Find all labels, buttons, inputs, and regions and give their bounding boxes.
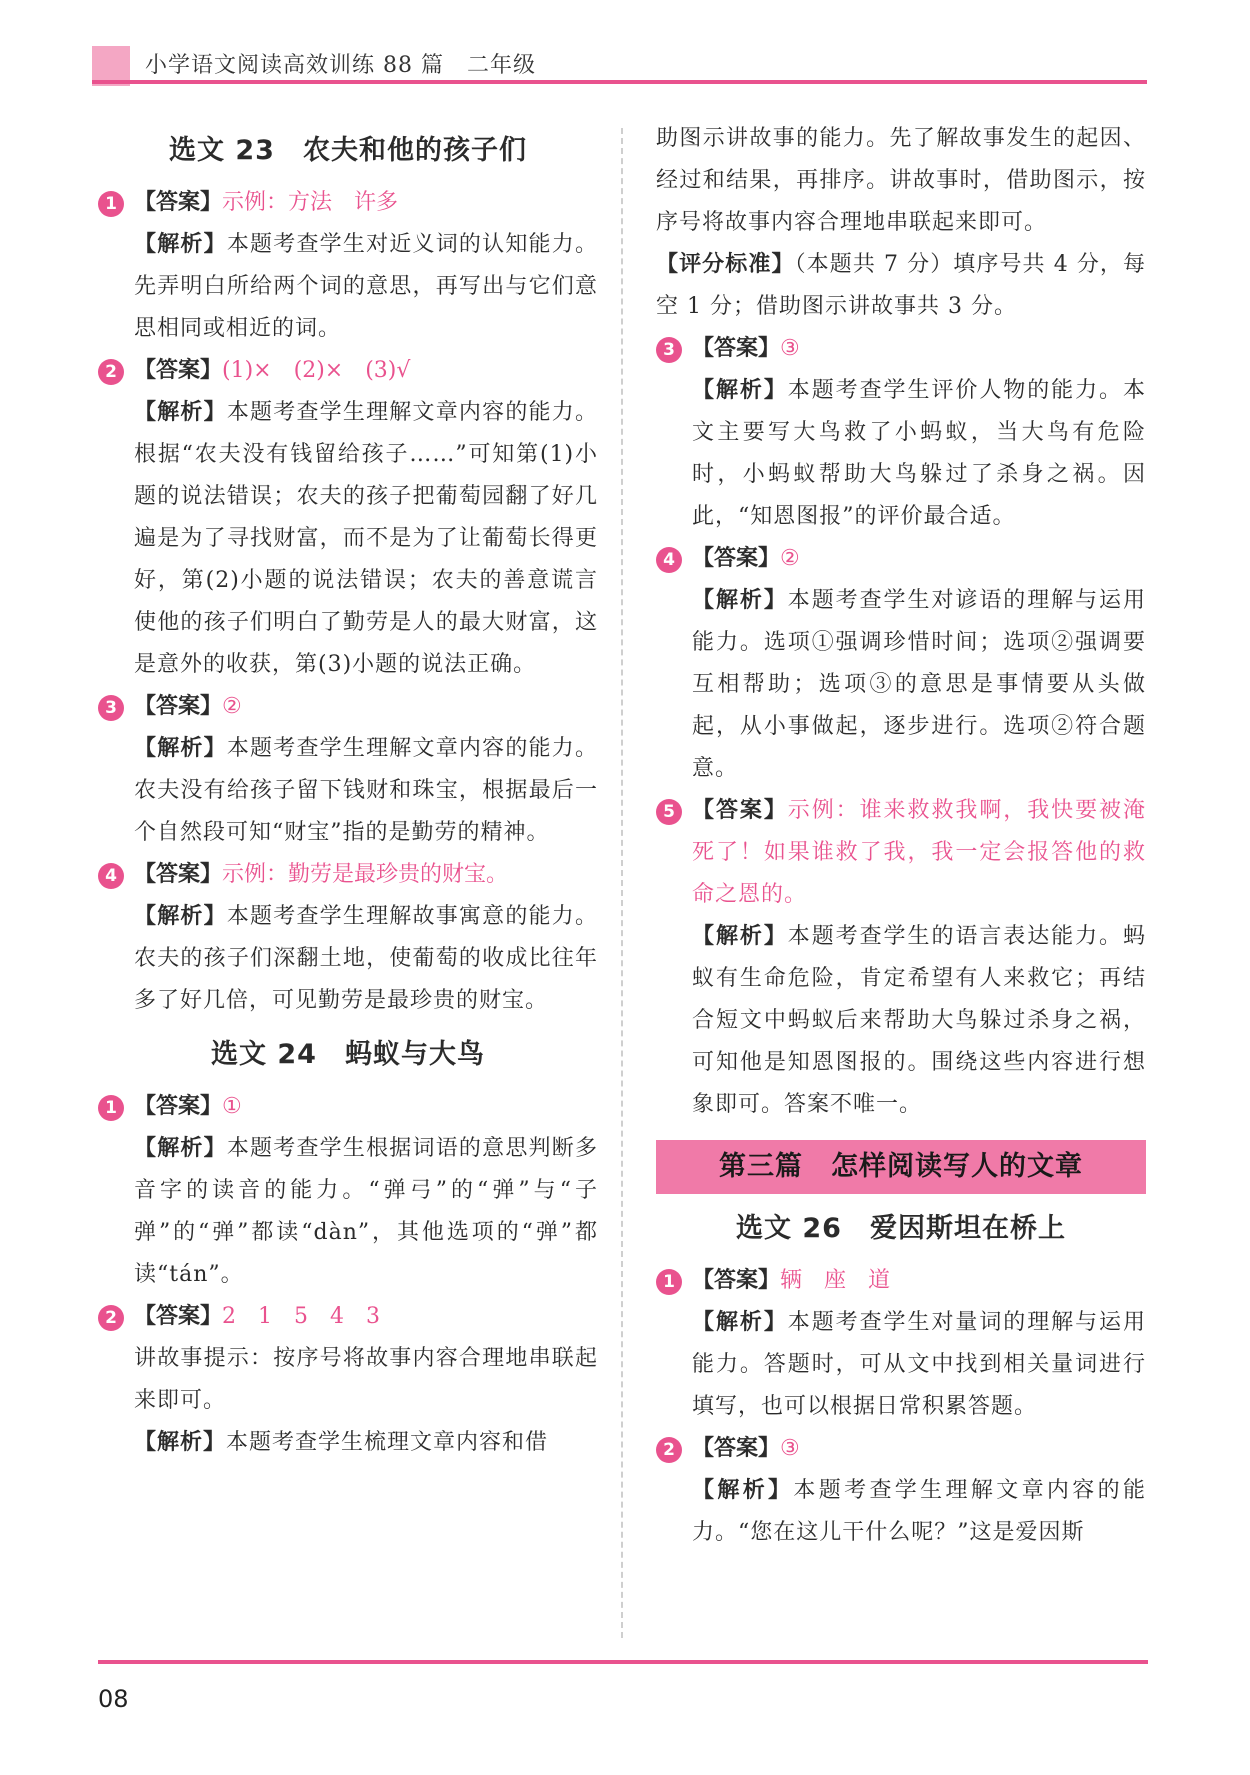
analysis-label: 【解析】 [134, 736, 227, 761]
answer-label: 【答案】 [134, 1094, 223, 1119]
answer-text: ① [222, 1094, 242, 1119]
answer-item [98, 1086, 598, 1296]
answer-item [98, 350, 598, 686]
question-number: 2 [656, 1437, 682, 1463]
answer-item [98, 686, 598, 854]
analysis-continuation: 助图示讲故事的能力。先了解故事发生的起因、经过和结果，再排序。讲故事时，借助图示，按序号将故事内容合理地串联起来即可。 [656, 126, 1146, 235]
answer-text: 2 1 5 4 3 [222, 1304, 381, 1329]
answer-item [656, 1428, 1146, 1554]
answer-text: 示例：勤劳是最珍贵的财宝。 [222, 862, 509, 887]
analysis-label: 【解析】 [692, 924, 788, 949]
section-title-26: 选文 26 爱因斯坦在桥上 [736, 1213, 1066, 1244]
column-divider [621, 128, 623, 1638]
analysis-text: 本题考查学生理解文章内容的能力。“您在这儿干什么呢？”这是爱因斯 [692, 1478, 1146, 1545]
section-title-24: 选文 24 蚂蚁与大鸟 [211, 1039, 485, 1070]
page-number: 08 [98, 1685, 129, 1713]
answer-text: (1)× (2)× (3)√ [222, 358, 411, 383]
answer-text: ② [780, 546, 800, 571]
left-column [98, 118, 598, 1464]
question-number: 2 [98, 359, 124, 385]
answer-item [98, 182, 598, 350]
analysis-label: 【解析】 [134, 400, 227, 425]
answer-text: ③ [780, 336, 800, 361]
answer-label: 【答案】 [692, 546, 781, 571]
question-number: 4 [98, 863, 124, 889]
answer-label: 【答案】 [692, 1436, 781, 1461]
right-column [656, 118, 1146, 1554]
analysis-label: 【解析】 [134, 1136, 227, 1161]
analysis-text: 本题考查学生的语言表达能力。蚂蚁有生命危险，肯定希望有人来救它；再结合短文中蚂蚁后来帮助大鸟躲过杀身之祸，可知他是知恩图报的。围绕这些内容进行想象即可。答案不唯一。 [692, 924, 1146, 1117]
question-number: 1 [98, 191, 124, 217]
analysis-label: 【解析】 [692, 378, 788, 403]
answer-item [656, 790, 1146, 1126]
scoring-text: （本题共 7 分）填序号共 4 分，每空 1 分；借助图示讲故事共 3 分。 [656, 252, 1146, 319]
analysis-label: 【解析】 [134, 904, 227, 929]
answer-label: 【答案】 [692, 1268, 781, 1293]
analysis-label: 【解析】 [692, 1310, 788, 1335]
analysis-label: 【解析】 [692, 1478, 794, 1503]
book-title: 小学语文阅读高效训练 88 篇 二年级 [145, 53, 536, 78]
answer-text: 辆 座 道 [780, 1268, 891, 1293]
answer-item [656, 538, 1146, 790]
question-number: 3 [98, 695, 124, 721]
footer-rule [98, 1660, 1148, 1664]
analysis-text: 本题考查学生对量词的理解与运用能力。答题时，可从文中找到相关量词进行填写，也可以根据日常积累答题。 [692, 1310, 1146, 1419]
answer-text: 示例：谁来救救我啊，我快要被淹死了！如果谁救了我，我一定会报答他的救命之恩的。 [692, 798, 1146, 907]
analysis-text: 本题考查学生对谚语的理解与运用能力。选项①强调珍惜时间；选项②强调要互相帮助；选项③的意思是事情要从头做起，从小事做起，逐步进行。选项②符合题意。 [692, 588, 1146, 781]
answer-item [656, 1260, 1146, 1428]
answer-label: 【答案】 [692, 336, 781, 361]
analysis-text: 本题考查学生理解故事寓意的能力。农夫的孩子们深翻土地，使葡萄的收成比往年多了好几倍，可见勤劳是最珍贵的财宝。 [134, 904, 598, 1013]
question-number: 1 [656, 1269, 682, 1295]
analysis-label: 【解析】 [692, 588, 788, 613]
answer-label: 【答案】 [134, 694, 223, 719]
scoring-label: 【评分标准】 [656, 252, 795, 277]
analysis-text: 本题考查学生梳理文章内容和借 [226, 1430, 549, 1455]
answer-item [656, 328, 1146, 538]
analysis-label: 【解析】 [134, 232, 227, 257]
analysis-text: 本题考查学生根据词语的意思判断多音字的读音的能力。“弹弓”的“弹”与“子弹”的“弹”都读“dàn”，其他选项的“弹”都读“tán”。 [134, 1136, 598, 1287]
analysis-text: 本题考查学生理解文章内容的能力。根据“农夫没有钱留给孩子……”可知第(1)小题的说法错误；农夫的孩子把葡萄园翻了好几遍是为了寻找财富，而不是为了让葡萄长得更好，第(2)小题的说法错误；农夫的善意谎言使他的孩子们明白了勤劳是人的最大财富，这是意外的收获，第(3)小题的说法正确。 [134, 400, 598, 677]
chapter-banner: 第三篇 怎样阅读写人的文章 [656, 1140, 1146, 1194]
question-number: 3 [656, 337, 682, 363]
answer-item [98, 854, 598, 1022]
story-hint: 讲故事提示：按序号将故事内容合理地串联起来即可。 [134, 1346, 598, 1413]
answer-text: ③ [780, 1436, 800, 1461]
header-rule [92, 80, 1147, 84]
answer-item [98, 1296, 598, 1464]
answer-label: 【答案】 [692, 798, 788, 823]
analysis-text: 本题考查学生对近义词的认知能力。先弄明白所给两个词的意思，再写出与它们意思相同或相近的词。 [134, 232, 598, 341]
answer-text: ② [222, 694, 242, 719]
answer-label: 【答案】 [134, 1304, 223, 1329]
section-title-23: 选文 23 农夫和他的孩子们 [169, 135, 527, 166]
answer-text: 示例：方法 许多 [222, 190, 399, 215]
question-number: 2 [98, 1305, 124, 1331]
analysis-label: 【解析】 [134, 1430, 227, 1455]
analysis-text: 本题考查学生理解文章内容的能力。农夫没有给孩子留下钱财和珠宝，根据最后一个自然段可知“财宝”指的是勤劳的精神。 [134, 736, 598, 845]
question-number: 1 [98, 1095, 124, 1121]
answer-label: 【答案】 [134, 862, 223, 887]
question-number: 4 [656, 547, 682, 573]
answer-label: 【答案】 [134, 358, 223, 383]
question-number: 5 [656, 799, 682, 825]
analysis-text: 本题考查学生评价人物的能力。本文主要写大鸟救了小蚂蚁，当大鸟有危险时，小蚂蚁帮助大鸟躲过了杀身之祸。因此，“知恩图报”的评价最合适。 [692, 378, 1146, 529]
answer-label: 【答案】 [134, 190, 223, 215]
